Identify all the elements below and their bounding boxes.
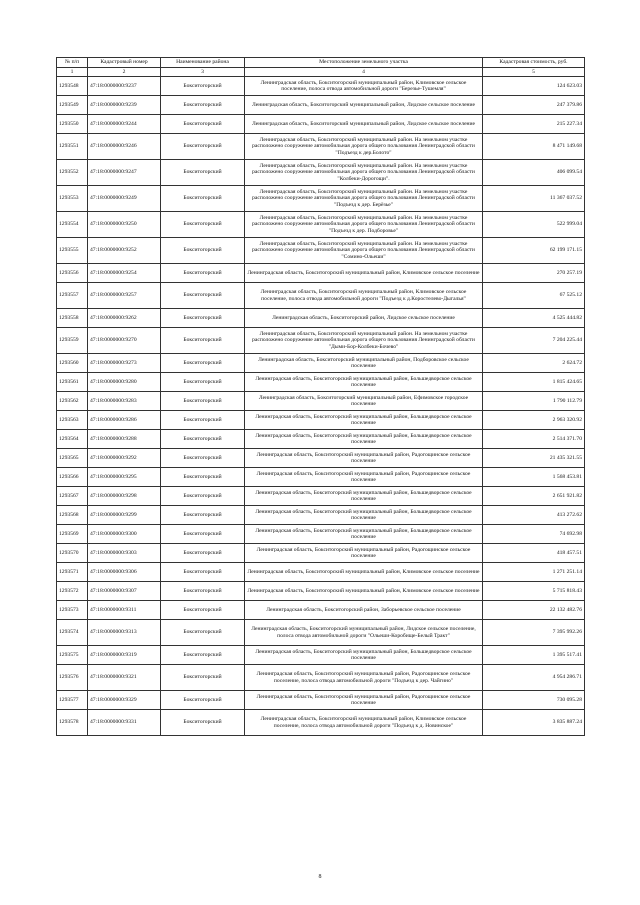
district-cell: Бокситогорский	[161, 601, 245, 620]
cadastral-value-cell: 4 525 444.82	[483, 309, 585, 328]
location-cell: Ленинградская область, Бокситогорский муниципальный район, Большедворское сельское поселение	[245, 487, 483, 506]
cadastral-value-table	[56, 57, 585, 736]
table-row	[57, 449, 585, 468]
cadastral-number-cell: 47:18:0000000:9313	[88, 620, 161, 646]
cadastral-number-cell: 47:18:0000000:9292	[88, 449, 161, 468]
row-number-cell: 1293555	[57, 238, 88, 264]
column-index: 2	[88, 68, 161, 77]
cadastral-value-cell: 215 227.34	[483, 115, 585, 134]
table-row	[57, 506, 585, 525]
table-row	[57, 544, 585, 563]
location-cell: Ленинградская область, Бокситогорский муниципальный район, Большедворское сельское поселение	[245, 506, 483, 525]
row-number-cell: 1293565	[57, 449, 88, 468]
district-cell: Бокситогорский	[161, 449, 245, 468]
row-number-cell: 1293561	[57, 373, 88, 392]
location-cell: Ленинградская область, Бокситогорский район, Заборьевское сельское поселение	[245, 601, 483, 620]
cadastral-value-cell: 67 525.12	[483, 283, 585, 309]
cadastral-number-cell: 47:18:0000000:9254	[88, 264, 161, 283]
district-cell: Бокситогорский	[161, 646, 245, 665]
cadastral-value-cell: 7 395 992.26	[483, 620, 585, 646]
district-cell: Бокситогорский	[161, 309, 245, 328]
location-cell: Ленинградская область, Бокситогорский муниципальный район, Климовское сельское поселение, полоса отвода автомобильной дороги "Березье-Тушемля"	[245, 77, 483, 96]
cadastral-number-cell: 47:18:0000000:9262	[88, 309, 161, 328]
location-cell: Ленинградская область, Бокситогорский муниципальный район, Лидское сельское поселение	[245, 115, 483, 134]
cadastral-value-cell: 22 132 482.76	[483, 601, 585, 620]
cadastral-number-cell: 47:18:0000000:9250	[88, 212, 161, 238]
column-index: 3	[161, 68, 245, 77]
row-number-cell: 1293563	[57, 411, 88, 430]
row-number-cell: 1293553	[57, 186, 88, 212]
location-cell: Ленинградская область, Бокситогорский муниципальный район, Климовское сельское поселение, полоса отвода автомобильной дороги "Подъезд к д. Новинское"	[245, 710, 483, 736]
table-row	[57, 160, 585, 186]
cadastral-number-cell: 47:18:0000000:9300	[88, 525, 161, 544]
table-row	[57, 373, 585, 392]
cadastral-value-cell: 1 395 517.41	[483, 646, 585, 665]
cadastral-value-cell: 522 999.04	[483, 212, 585, 238]
row-number-cell: 1293572	[57, 582, 88, 601]
table-header-row	[57, 58, 585, 68]
row-number-cell: 1293566	[57, 468, 88, 487]
cadastral-value-cell: 62 199 171.15	[483, 238, 585, 264]
location-cell: Ленинградская область, Бокситогорский муниципальный район, Климовское сельское поселение	[245, 563, 483, 582]
cadastral-value-cell: 2 624.72	[483, 354, 585, 373]
cadastral-number-cell: 47:18:0000000:9303	[88, 544, 161, 563]
district-cell: Бокситогорский	[161, 506, 245, 525]
district-cell: Бокситогорский	[161, 544, 245, 563]
cadastral-value-cell: 2 651 921.82	[483, 487, 585, 506]
row-number-cell: 1293573	[57, 601, 88, 620]
row-number-cell: 1293552	[57, 160, 88, 186]
district-cell: Бокситогорский	[161, 468, 245, 487]
page-number: 8	[318, 874, 322, 880]
cadastral-number-cell: 47:18:0000000:9286	[88, 411, 161, 430]
district-cell: Бокситогорский	[161, 710, 245, 736]
table-row	[57, 186, 585, 212]
district-cell: Бокситогорский	[161, 77, 245, 96]
document-page	[56, 57, 584, 736]
location-cell: Ленинградская область, Бокситогорский муниципальный район. На земельном участке расположено сооружение автомобильная дорога общего пользования Ленинградской области "Подъезд к дер. Подборовье"	[245, 212, 483, 238]
cadastral-number-cell: 47:18:0000000:9280	[88, 373, 161, 392]
cadastral-value-cell: 124 623.03	[483, 77, 585, 96]
row-number-cell: 1293570	[57, 544, 88, 563]
table-row	[57, 96, 585, 115]
cadastral-value-cell: 1 790 112.79	[483, 392, 585, 411]
table-row	[57, 487, 585, 506]
district-cell: Бокситогорский	[161, 563, 245, 582]
location-cell: Ленинградская область, Бокситогорский муниципальный район, Большедворское сельское поселение	[245, 646, 483, 665]
location-cell: Ленинградская область, Бокситогорский район, Лидское сельское поселение	[245, 309, 483, 328]
district-cell: Бокситогорский	[161, 665, 245, 691]
cadastral-value-cell: 1 815 424.65	[483, 373, 585, 392]
row-number-cell: 1293556	[57, 264, 88, 283]
row-number-cell: 1293576	[57, 665, 88, 691]
table-row	[57, 411, 585, 430]
cadastral-number-cell: 47:18:0000000:9306	[88, 563, 161, 582]
cadastral-value-cell: 74 692.98	[483, 525, 585, 544]
district-cell: Бокситогорский	[161, 96, 245, 115]
location-cell: Ленинградская область, Бокситогорский муниципальный район, Климовское сельское поселение	[245, 264, 483, 283]
district-cell: Бокситогорский	[161, 134, 245, 160]
table-row	[57, 665, 585, 691]
district-cell: Бокситогорский	[161, 283, 245, 309]
table-row	[57, 468, 585, 487]
district-cell: Бокситогорский	[161, 212, 245, 238]
cadastral-number-cell: 47:18:0000000:9298	[88, 487, 161, 506]
cadastral-number-cell: 47:18:0000000:9246	[88, 134, 161, 160]
cadastral-value-cell: 413 272.62	[483, 506, 585, 525]
location-cell: Ленинградская область, Бокситогорский муниципальный район, Лидское сельское поселение	[245, 96, 483, 115]
cadastral-number-cell: 47:18:0000000:9299	[88, 506, 161, 525]
cadastral-number-cell: 47:18:0000000:9239	[88, 96, 161, 115]
cadastral-value-cell: 3 835 887.24	[483, 710, 585, 736]
table-row	[57, 430, 585, 449]
cadastral-number-cell: 47:18:0000000:9270	[88, 328, 161, 354]
table-body	[57, 77, 585, 736]
row-number-cell: 1293558	[57, 309, 88, 328]
location-cell: Ленинградская область, Бокситогорский муниципальный район, Радогощинское сельское поселение	[245, 449, 483, 468]
cadastral-value-cell: 406 099.54	[483, 160, 585, 186]
location-cell: Ленинградская область, Бокситогорский муниципальный район. На земельном участке расположено сооружение автомобильная дорога общего пользования Ленинградской области "Подъезд к дер. Берёзье"	[245, 186, 483, 212]
cadastral-number-cell: 47:18:0000000:9244	[88, 115, 161, 134]
table-row	[57, 238, 585, 264]
district-cell: Бокситогорский	[161, 115, 245, 134]
header-cadastral-number: Кадастровый номер	[88, 58, 161, 68]
location-cell: Ленинградская область, Бокситогорский муниципальный район, Большедворское сельское поселение	[245, 411, 483, 430]
table-row	[57, 582, 585, 601]
table-row	[57, 283, 585, 309]
cadastral-value-cell: 21 435 321.55	[483, 449, 585, 468]
header-row-number: № п/п	[57, 58, 88, 68]
district-cell: Бокситогорский	[161, 430, 245, 449]
location-cell: Ленинградская область, Бокситогорский муниципальный район, Большедворское сельское поселение	[245, 525, 483, 544]
district-cell: Бокситогорский	[161, 411, 245, 430]
row-number-cell: 1293550	[57, 115, 88, 134]
location-cell: Ленинградская область, Бокситогорский муниципальный район. На земельном участке расположено сооружение автомобильная дорога общего пользования Ленинградской области "Сомино-Ольеши"	[245, 238, 483, 264]
cadastral-value-cell: 1 271 251.14	[483, 563, 585, 582]
location-cell: Ленинградская область, Бокситогорский муниципальный район, Радогощинское сельское поселение	[245, 544, 483, 563]
table-row	[57, 601, 585, 620]
header-cadastral-value: Кадастровая стоимость, руб.	[483, 58, 585, 68]
district-cell: Бокситогорский	[161, 373, 245, 392]
table-row	[57, 620, 585, 646]
cadastral-number-cell: 47:18:0000000:9249	[88, 186, 161, 212]
cadastral-value-cell: 5 715 818.43	[483, 582, 585, 601]
cadastral-number-cell: 47:18:0000000:9273	[88, 354, 161, 373]
district-cell: Бокситогорский	[161, 264, 245, 283]
district-cell: Бокситогорский	[161, 620, 245, 646]
location-cell: Ленинградская область, Бокситогорский муниципальный район, Лидское сельское поселение, полоса отвода автомобильной дороги "Ольеши-Коробище-Белый Тракт"	[245, 620, 483, 646]
row-number-cell: 1293574	[57, 620, 88, 646]
column-index: 4	[245, 68, 483, 77]
table-row	[57, 328, 585, 354]
district-cell: Бокситогорский	[161, 354, 245, 373]
table-row	[57, 134, 585, 160]
cadastral-value-cell: 247 379.86	[483, 96, 585, 115]
cadastral-number-cell: 47:18:0000000:9283	[88, 392, 161, 411]
cadastral-number-cell: 47:18:0000000:9319	[88, 646, 161, 665]
cadastral-value-cell: 2 963 320.92	[483, 411, 585, 430]
location-cell: Ленинградская область, Бокситогорский муниципальный район, Климовское сельское поселение	[245, 582, 483, 601]
table-row	[57, 392, 585, 411]
column-index: 5	[483, 68, 585, 77]
cadastral-number-cell: 47:18:0000000:9257	[88, 283, 161, 309]
table-row	[57, 525, 585, 544]
cadastral-number-cell: 47:18:0000000:9331	[88, 710, 161, 736]
location-cell: Ленинградская область, Бокситогорский муниципальный район, Радогощинское сельское поселение, полоса отвода автомобильной дороги "Подъезд к дер. Чайгино"	[245, 665, 483, 691]
cadastral-value-cell: 1 568 453.81	[483, 468, 585, 487]
table-row	[57, 309, 585, 328]
location-cell: Ленинградская область, Бокситогорский муниципальный район, Ефимовское городское поселение	[245, 392, 483, 411]
table-row	[57, 115, 585, 134]
row-number-cell: 1293559	[57, 328, 88, 354]
header-location: Местоположение земельного участка	[245, 58, 483, 68]
location-cell: Ленинградская область, Бокситогорский муниципальный район, Подборовское сельское поселение	[245, 354, 483, 373]
location-cell: Ленинградская область, Бокситогорский муниципальный район. На земельном участке расположено сооружение автомобильная дорога общего пользования Ленинградской области "Дыми-Бор-Колбеки-Бочево"	[245, 328, 483, 354]
location-cell: Ленинградская область, Бокситогорский муниципальный район. На земельном участке расположено сооружение автомобильная дорога общего пользования Ленинградской области "Колбеки-Дорогощи".	[245, 160, 483, 186]
row-number-cell: 1293554	[57, 212, 88, 238]
location-cell: Ленинградская область, Бокситогорский муниципальный район, Климовское сельское поселение, полоса отвода автомобильной дороги "Подъезд к д.Коростелево-Дыгалья"	[245, 283, 483, 309]
cadastral-value-cell: 418 457.51	[483, 544, 585, 563]
table-row	[57, 710, 585, 736]
cadastral-number-cell: 47:18:0000000:9247	[88, 160, 161, 186]
row-number-cell: 1293557	[57, 283, 88, 309]
column-index: 1	[57, 68, 88, 77]
table-row	[57, 77, 585, 96]
row-number-cell: 1293575	[57, 646, 88, 665]
cadastral-number-cell: 47:18:0000000:9237	[88, 77, 161, 96]
row-number-cell: 1293551	[57, 134, 88, 160]
row-number-cell: 1293548	[57, 77, 88, 96]
cadastral-value-cell: 4 954 286.71	[483, 665, 585, 691]
row-number-cell: 1293562	[57, 392, 88, 411]
cadastral-number-cell: 47:18:0000000:9307	[88, 582, 161, 601]
row-number-cell: 1293568	[57, 506, 88, 525]
cadastral-number-cell: 47:18:0000000:9329	[88, 691, 161, 710]
row-number-cell: 1293577	[57, 691, 88, 710]
location-cell: Ленинградская область, Бокситогорский муниципальный район, Большедворское сельское поселение	[245, 430, 483, 449]
location-cell: Ленинградская область, Бокситогорский муниципальный район. На земельном участке расположено сооружение автомобильная дорога общего пользования Ленинградской области "Подъезд к дер.Болото"	[245, 134, 483, 160]
cadastral-value-cell: 7 204 225.44	[483, 328, 585, 354]
table-row	[57, 354, 585, 373]
location-cell: Ленинградская область, Бокситогорский муниципальный район, Радогощинское сельское поселение	[245, 691, 483, 710]
location-cell: Ленинградская область, Бокситогорский муниципальный район, Радогощинское сельское поселение	[245, 468, 483, 487]
cadastral-value-cell: 2 514 371.70	[483, 430, 585, 449]
district-cell: Бокситогорский	[161, 186, 245, 212]
header-district-name: Наименование района	[161, 58, 245, 68]
table-row	[57, 212, 585, 238]
cadastral-number-cell: 47:18:0000000:9288	[88, 430, 161, 449]
district-cell: Бокситогорский	[161, 328, 245, 354]
row-number-cell: 1293549	[57, 96, 88, 115]
row-number-cell: 1293567	[57, 487, 88, 506]
cadastral-value-cell: 11 367 037.52	[483, 186, 585, 212]
cadastral-number-cell: 47:18:0000000:9252	[88, 238, 161, 264]
cadastral-value-cell: 730 095.28	[483, 691, 585, 710]
cadastral-value-cell: 270 257.19	[483, 264, 585, 283]
table-row	[57, 691, 585, 710]
table-row	[57, 264, 585, 283]
district-cell: Бокситогорский	[161, 238, 245, 264]
district-cell: Бокситогорский	[161, 160, 245, 186]
cadastral-number-cell: 47:18:0000000:9321	[88, 665, 161, 691]
row-number-cell: 1293578	[57, 710, 88, 736]
cadastral-number-cell: 47:18:0000000:9295	[88, 468, 161, 487]
row-number-cell: 1293560	[57, 354, 88, 373]
district-cell: Бокситогорский	[161, 487, 245, 506]
row-number-cell: 1293564	[57, 430, 88, 449]
table-row	[57, 646, 585, 665]
district-cell: Бокситогорский	[161, 582, 245, 601]
location-cell: Ленинградская область, Бокситогорский муниципальный район, Большедворское сельское поселение	[245, 373, 483, 392]
district-cell: Бокситогорский	[161, 525, 245, 544]
district-cell: Бокситогорский	[161, 392, 245, 411]
cadastral-number-cell: 47:18:0000000:9311	[88, 601, 161, 620]
district-cell: Бокситогорский	[161, 691, 245, 710]
row-number-cell: 1293569	[57, 525, 88, 544]
table-row	[57, 563, 585, 582]
row-number-cell: 1293571	[57, 563, 88, 582]
column-index-row	[57, 68, 585, 77]
cadastral-value-cell: 8 471 149.68	[483, 134, 585, 160]
